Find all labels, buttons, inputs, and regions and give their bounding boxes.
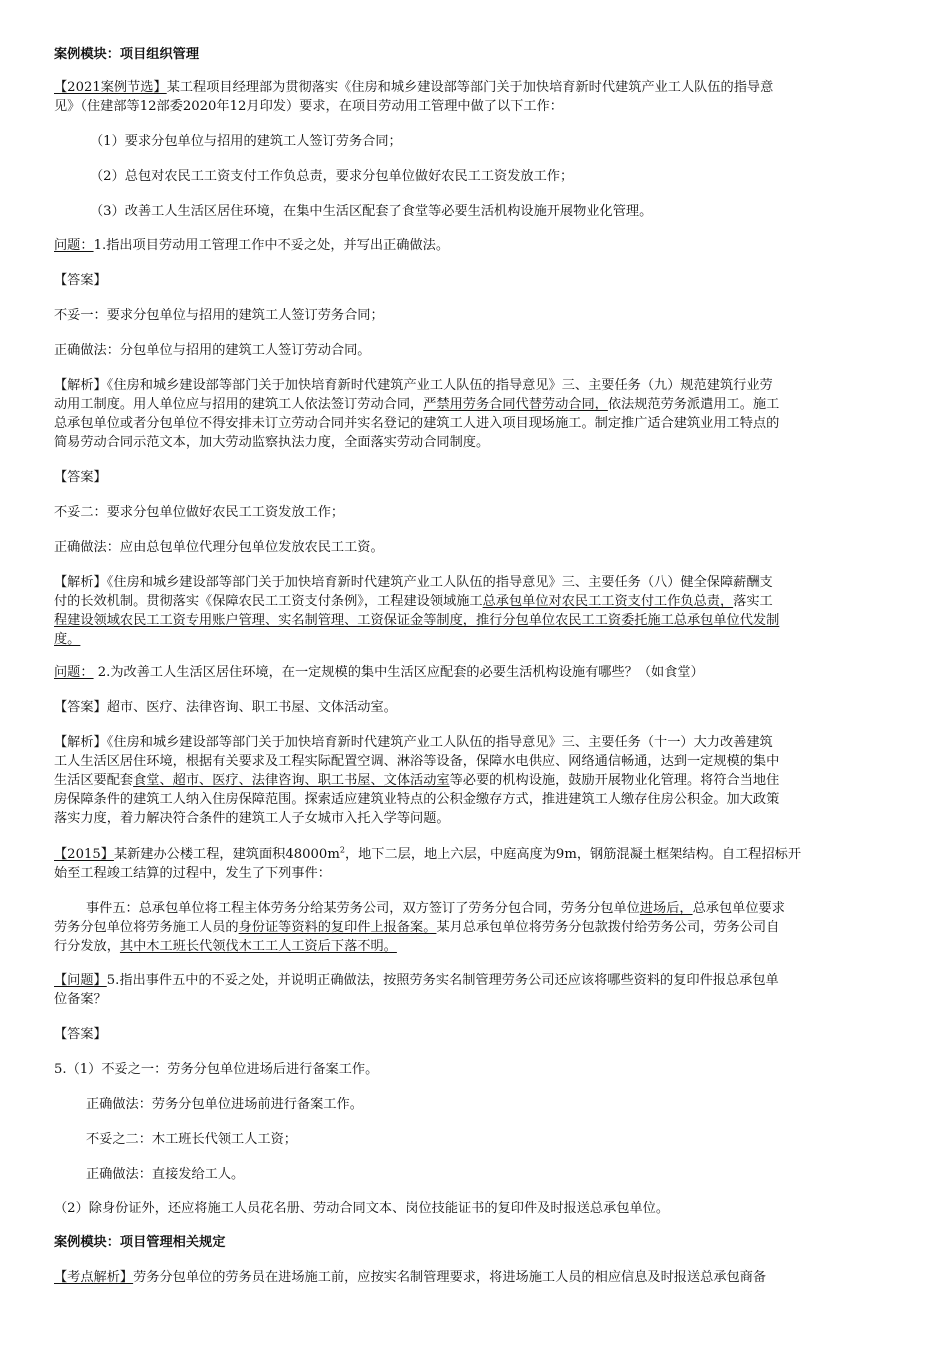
analysis-line: 落实力度，着力解决符合条件的建筑工人子女城市入托入学等问题。 [54, 811, 450, 826]
answer-text: 不妥之二：木工班长代领工人工资； [86, 1132, 297, 1147]
analysis-line: 程建设领域农民工工资专用账户管理、实名制管理、工资保证金等制度，推行分包单位农民工工资委托施工总承包单位代发制 [54, 613, 780, 628]
analysis-line: 【解析】《住房和城乡建设部等部门关于加快培育新时代建筑产业工人队伍的指导意见》三、主要任务（十一）大力改善建筑 [54, 735, 773, 750]
analysis-line: 总承包单位或者分包单位不得安排未订立劳动合同并实名登记的建筑工人进入项目现场施工。制定推广适合建筑业用工特点的 [54, 416, 780, 431]
question-line: 问题： 2.为改善工人生活区居住环境，在一定规模的集中生活区应配套的必要生活机构设施有哪些？（如食堂） [54, 665, 704, 680]
answer-heading: 【答案】 [54, 1027, 107, 1042]
question-tag: 问题： [54, 665, 94, 680]
question-source-tag: 【2021案例节选】 [54, 80, 167, 95]
question-line: 问题：1.指出项目劳动用工管理工作中不妥之处，并写出正确做法。 [54, 238, 450, 253]
list-item: （3）改善工人生活区居住环境，在集中生活区配套了食堂等必要生活机构设施开展物业化管理。 [90, 204, 653, 219]
answer-text: 正确做法：直接发给工人。 [86, 1167, 245, 1182]
answer-text: （2）除身份证外，还应将施工人员花名册、劳动合同文本、岗位技能证书的复印件及时报送总承包单位。 [54, 1201, 670, 1216]
analysis-line: 动用工制度。用人单位应与招用的建筑工人依法签订劳动合同，严禁用劳务合同代替劳动合同，依法规范劳务派遣用工。施工 [54, 397, 780, 412]
answer-text: 不妥二：要求分包单位做好农民工工资发放工作； [54, 505, 345, 520]
event-line: 劳务分包单位将劳务施工人员的身份证等资料的复印件上报备案。某月总承包单位将劳务分包款拨付给劳务公司，劳务公司自 [54, 920, 780, 935]
question-tag: 【问题】 [54, 973, 107, 988]
analysis-line: 【考点解析】劳务分包单位的劳务员在进场施工前，应按实名制管理要求，将进场施工人员的相应信息及时报送总承包商备 [54, 1270, 767, 1285]
question-intro-line: 【2015】某新建办公楼工程，建筑面积$48000m^2$，地下二层，地上六层，中庭高度为9m，钢筋混凝土框架结构。自工程招标开 [54, 845, 802, 862]
answer-heading: 【答案】 [54, 273, 107, 288]
analysis-line: 生活区要配套食堂、超市、医疗、法律咨询、职工书屋、文体活动室等必要的机构设施，鼓励开展物业化管理。将符合当地住 [54, 773, 780, 788]
question-line: 位备案？ [54, 992, 107, 1007]
answer-text: 正确做法：劳务分包单位进场前进行备案工作。 [86, 1097, 363, 1112]
point-analysis-tag: 【考点解析】 [54, 1270, 134, 1285]
answer-text: 【答案】超市、医疗、法律咨询、职工书屋、文体活动室。 [54, 700, 397, 715]
event-line: 事件五：总承包单位将工程主体劳务分给某劳务公司，双方签订了劳务分包合同，劳务分包单位进场后，总承包单位要求 [86, 901, 785, 916]
list-item: （1）要求分包单位与招用的建筑工人签订劳务合同； [90, 134, 402, 149]
analysis-line: 工人生活区居住环境，根据有关要求及工程实际配置空调、淋浴等设备，保障水电供应、网络通信畅通，达到一定规模的集中 [54, 754, 780, 769]
answer-heading: 【答案】 [54, 470, 107, 485]
analysis-line: 【解析】《住房和城乡建设部等部门关于加快培育新时代建筑产业工人队伍的指导意见》三、主要任务（八）健全保障薪酬支 [54, 575, 773, 590]
question-line: 【问题】5.指出事件五中的不妥之处，并说明正确做法，按照劳务实名制管理劳务公司还应该将哪些资料的复印件报总承包单 [54, 973, 779, 988]
question-intro-line: 见》（住建部等12部委2020年12月印发）要求，在项目劳动用工管理中做了以下工作： [54, 99, 563, 114]
event-line: 行分发放，其中木工班长代领伐木工工人工资后下落不明。 [54, 939, 397, 954]
answer-text: 正确做法：应由总包单位代理分包单位发放农民工工资。 [54, 540, 384, 555]
module-title: 案例模块：项目管理相关规定 [54, 1235, 226, 1250]
analysis-line: 付的长效机制。贯彻落实《保障农民工工资支付条例》，工程建设领域施工总承包单位对农民工工资支付工作负总责，落实工 [54, 594, 773, 609]
answer-text: 正确做法：分包单位与招用的建筑工人签订劳动合同。 [54, 343, 371, 358]
answer-text: 不妥一：要求分包单位与招用的建筑工人签订劳务合同； [54, 308, 384, 323]
analysis-line: 【解析】《住房和城乡建设部等部门关于加快培育新时代建筑产业工人队伍的指导意见》三、主要任务（九）规范建筑行业劳 [54, 378, 773, 393]
analysis-line: 房保障条件的建筑工人纳入住房保障范围。探索适应建筑业特点的公积金缴存方式，推进建筑工人缴存住房公积金。加大政策 [54, 792, 780, 807]
question-tag: 问题： [54, 238, 94, 253]
module-title: 案例模块：项目组织管理 [54, 47, 200, 62]
question-source-tag: 【2015】 [54, 847, 114, 862]
question-intro-line: 始至工程竣工结算的过程中，发生了下列事件： [54, 866, 331, 881]
analysis-line: 度。 [54, 632, 81, 647]
answer-text: 5.（1）不妥之一：劳务分包单位进场后进行备案工作。 [54, 1062, 379, 1077]
analysis-line: 简易劳动合同示范文本，加大劳动监察执法力度，全面落实劳动合同制度。 [54, 435, 490, 450]
question-intro-line: 【2021案例节选】某工程项目经理部为贯彻落实《住房和城乡建设部等部门关于加快培育新时代建筑产业工人队伍的指导意 [54, 80, 774, 95]
list-item: （2）总包对农民工工资支付工作负总责，要求分包单位做好农民工工资发放工作； [90, 169, 574, 184]
